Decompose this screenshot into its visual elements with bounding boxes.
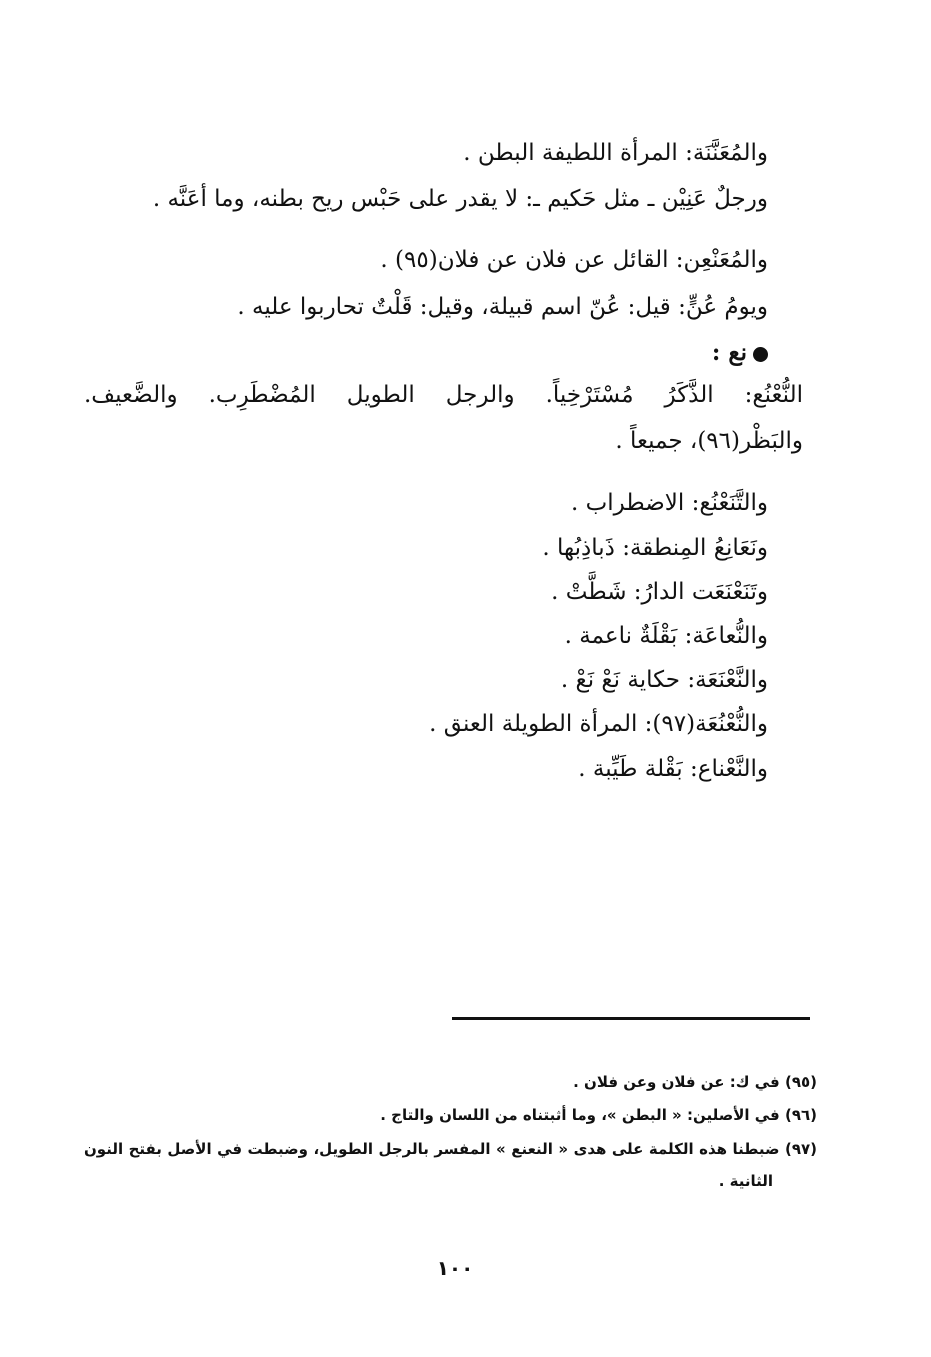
entry-line: والبَظْر(٩٦)، جميعاً .	[615, 428, 803, 454]
entry-line: والنَّعْنَعَة: حكاية نَعْ نَعْ .	[560, 667, 768, 693]
entry-line: ويومُ عُنٍّ: قيل: عُنّ اسم قبيلة، وقيل: قَلْتٌ تحاربوا عليه .	[237, 294, 768, 320]
root-heading-label: نع :	[711, 339, 747, 366]
footnote: (٩٧) ضبطنا هذه الكلمة على هدى « النعنع » المفسر بالرجل الطويل، وضبطت في الأصل بفتح النون	[84, 1140, 817, 1158]
footnote: (٩٥) في ك: عن فلان وعن فلان .	[573, 1073, 817, 1091]
bullet-icon	[753, 347, 768, 362]
entry-line: وتَنَعْنَعَت الدارُ: شَطَّتْ .	[551, 579, 768, 605]
entry-line: والمُعَنَّنَة: المرأة اللطيفة البطن .	[463, 140, 768, 166]
entry-line: ورجلٌ عَنِيْن ـ مثل حَكيم ـ: لا يقدر على حَبْس ريح بطنه، وما أعَنَّه .	[152, 186, 768, 212]
entry-line: النُّعْنُع: الذَّكَرُ مُسْتَرْخِياً. والرجل الطويل المُضْطَرِب. والضَّعيف.	[84, 382, 803, 408]
page-number: ١٠٠	[436, 1256, 474, 1280]
entry-line: والمُعَنْعِن: القائل عن فلان عن فلان(٩٥) .	[380, 247, 768, 273]
entry-line: ونَعَانِعُ المِنطقة: ذَباذِبُها .	[542, 535, 768, 561]
footnote-divider	[452, 1017, 810, 1020]
root-heading	[712, 339, 768, 367]
entry-line: والتَّنَعْنُع: الاضطراب .	[571, 490, 768, 516]
entry-line: والنُّعاعَة: بَقْلَةٌ ناعمة .	[564, 623, 768, 649]
footnote: (٩٦) في الأصلين: « البطن »، وما أثبتناه من اللسان والتاج .	[380, 1106, 817, 1124]
footnote-continuation: الثانية .	[718, 1172, 773, 1190]
entry-line: والنَّعْناع: بَقْلة طَيِّبة .	[578, 756, 768, 782]
entry-line: والنُّعْنُعَة(٩٧): المرأة الطويلة العنق .	[429, 711, 768, 737]
